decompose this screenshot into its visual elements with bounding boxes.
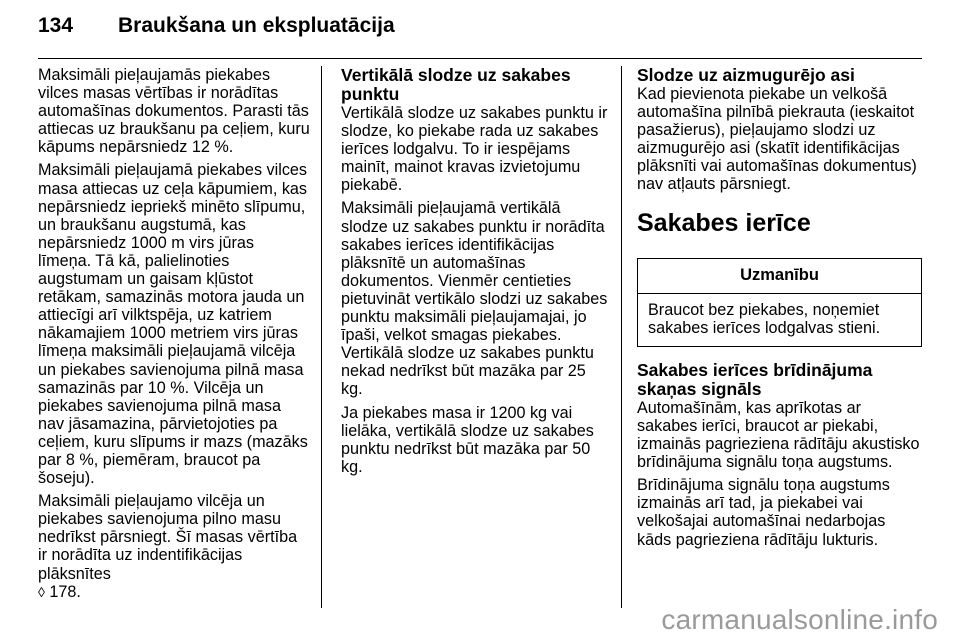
watermark: carmanualsonline.info (661, 604, 938, 635)
caution-title: Uzmanību (638, 259, 921, 294)
column-2 (341, 66, 609, 481)
page-reference-link[interactable]: 178. (44, 582, 81, 601)
section-heading: Slodze uz aizmugurējo asi (637, 65, 855, 85)
paragraph: Maksimāli pieļaujamā piekabes vilces masa attiecas uz ceļa kāpumiem, kas nepārsniedz iepriekš minēto slīpumu, un braukšanu augstumā, kas nepārsniedz 1000 m virs jūras līmeņa. Tā kā, palielinoties augstumam un gaisam kļūstot retākam, samazinās motora jauda un attiecīgi arī vilktspēja, uz katriem nākamajiem 1000 metriem virs jūras līmeņa maksimāli pieļaujamā vilcēja un piekabes savienojuma pilnā masa samazinās par 10 %. Vilcēja un piekabes savienojuma pilnā masa nav jāsamazina, pārvietojoties pa ceļiem, kuru slīpums ir mazs (mazāks par 8 %, piemēram, braucot pa šoseju). (38, 161, 308, 488)
page-reference-arrow-icon: ◊ (38, 583, 45, 600)
column-3 (637, 66, 922, 554)
column-divider-1 (321, 66, 322, 608)
paragraph: Brīdinājuma signālu toņa augstums izmainās arī tad, ja piekabei vai velkošajai automašīnai nedarbojas kāds pagrieziena rādītāju lukturis. (637, 476, 890, 549)
paragraph: Maksimāli pieļaujamās piekabes vilces masas vērtības ir norādītas automašīnas dokumentos. Parasti tās attiecas uz braukšanu pa ceļiem, kuru kāpums nepārsniedz 12 %. (38, 66, 310, 157)
paragraph: Automašīnām, kas aprīkotas ar sakabes ierīci, braucot ar piekabi, izmainās pagrieziena rādītāju akustisko brīdinājuma signālu toņa augstums. (637, 398, 920, 472)
column-1 (38, 66, 310, 606)
paragraph (38, 492, 310, 601)
paragraph: Ja piekabes masa ir 1200 kg vai lielāka, vertikālā slodze uz sakabes punktu nedrīkst būt mazāka par 50 kg. (341, 403, 594, 476)
page-title: Braukšana un ekspluatācija (118, 14, 395, 37)
paragraph: Maksimāli pieļaujamā vertikālā slodze uz sakabes punktu ir norādīta sakabes ierīces identifikācijas plāksnītē un automašīnas dokumentos. Vienmēr centieties pietuvināt vertikālo slodzi uz sakabes punktu maksimāli pieļaujamajai, jo īpaši, velkot smagas piekabes. Vertikālā slodze uz sakabes punktu nekad nedrīkst būt mazāka par 25 kg. (341, 199, 608, 399)
paragraph: Vertikālā slodze uz sakabes punktu ir slodze, ko piekabe rada uz sakabes ierīces lodgalvu. To ir iespējams mainīt, mainot kravas izvietojumu piekabē. (341, 104, 608, 195)
page-header (38, 14, 395, 54)
section-heading: Sakabes ierīces brīdinājuma skaņas signāls (637, 359, 873, 399)
page-number: 134 (38, 14, 74, 37)
caution-box (637, 258, 922, 347)
paragraph: Kad pievienota piekabe un velkošā automašīna pilnībā piekrauta (ieskaitot pasažierus), pieļaujamo slodzi uz aizmugurējo asi (skatīt identifikācijas plāksnīti vai automašīnas dokumentus) nav atļauts pārsniegt. (637, 85, 917, 194)
chapter-heading: Sakabes ierīce (637, 208, 811, 237)
caution-text: Braucot bez piekabes, noņemiet sakabes ierīces lodgalvas stieni. (648, 300, 881, 337)
header-divider (38, 58, 922, 59)
paragraph-text: Maksimāli pieļaujamo vilcēja un piekabes savienojuma pilno masu nedrīkst pārsniegt. Šī masas vērtība ir norādīta uz indentifikācijas plāksnītes (38, 492, 298, 583)
section-heading: Vertikālā slodze uz sakabes punktu (341, 65, 571, 104)
column-divider-2 (621, 66, 622, 608)
